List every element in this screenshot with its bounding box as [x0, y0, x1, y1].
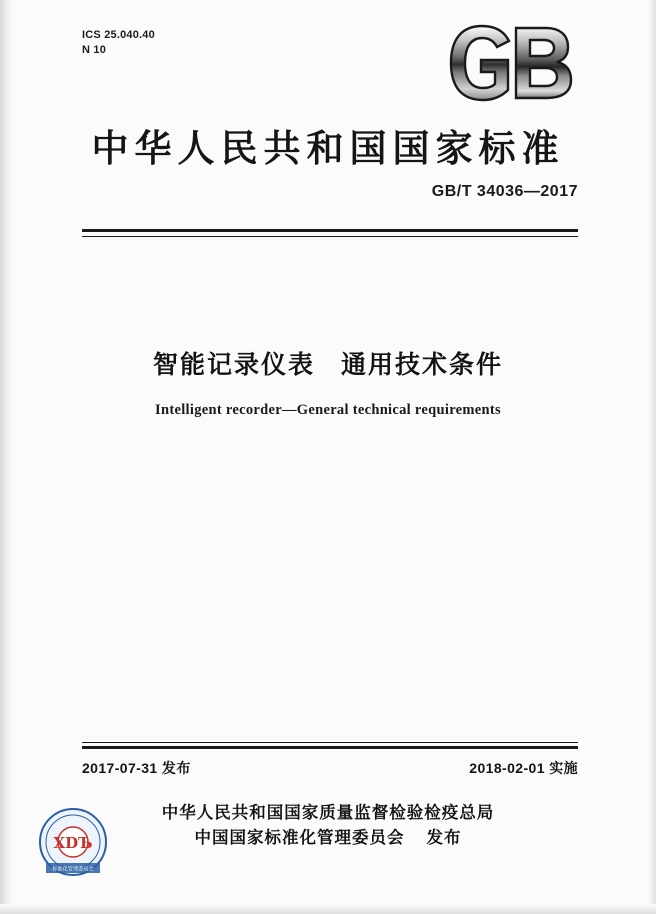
svg-text:标准化管理委员会: 标准化管理委员会: [52, 866, 94, 873]
issue-date-label: 发布: [161, 761, 191, 777]
ics-code: ICS 25.040.40: [82, 29, 155, 41]
gb-emblem-icon: [448, 22, 578, 104]
classification-code: N 10: [82, 44, 107, 56]
issuer-line-2-text: 中国国家标准化管理委员会: [194, 828, 405, 847]
effective-date-label: 实施: [549, 761, 578, 777]
main-title-part2: 通用技术条件: [341, 350, 504, 379]
issuer-line-1: 中华人民共和国国家质量监督检验检疫总局: [161, 803, 495, 822]
standard-number: GB/T 34036—2017: [431, 183, 578, 200]
official-seal-icon: [36, 805, 110, 879]
svg-text:ХDЪ: ХDЪ: [53, 834, 93, 852]
effective-date-value: 2018-02-01: [469, 760, 545, 776]
document-main-title: [0, 345, 656, 381]
page-edge-bottom-shadow: [0, 904, 656, 914]
date-row: [82, 758, 578, 780]
page-title: 中华人民共和国国家标准: [91, 126, 565, 170]
main-title-part1: 智能记录仪表: [152, 350, 315, 379]
cover-header: [0, 0, 656, 240]
footer-rule-thick: [82, 746, 578, 749]
effective-date: [469, 758, 578, 778]
header-rule-thick: [82, 229, 578, 232]
issuer-publish-label: 发布: [426, 828, 462, 847]
header-rule-thin: [82, 236, 578, 237]
document-english-title: Intelligent recorder—General technical requirements: [155, 402, 501, 418]
issue-date-value: 2017-07-31: [82, 760, 158, 776]
ics-classification-block: [82, 28, 155, 58]
footer-rule-thin: [82, 742, 578, 743]
issue-date: [82, 758, 191, 778]
